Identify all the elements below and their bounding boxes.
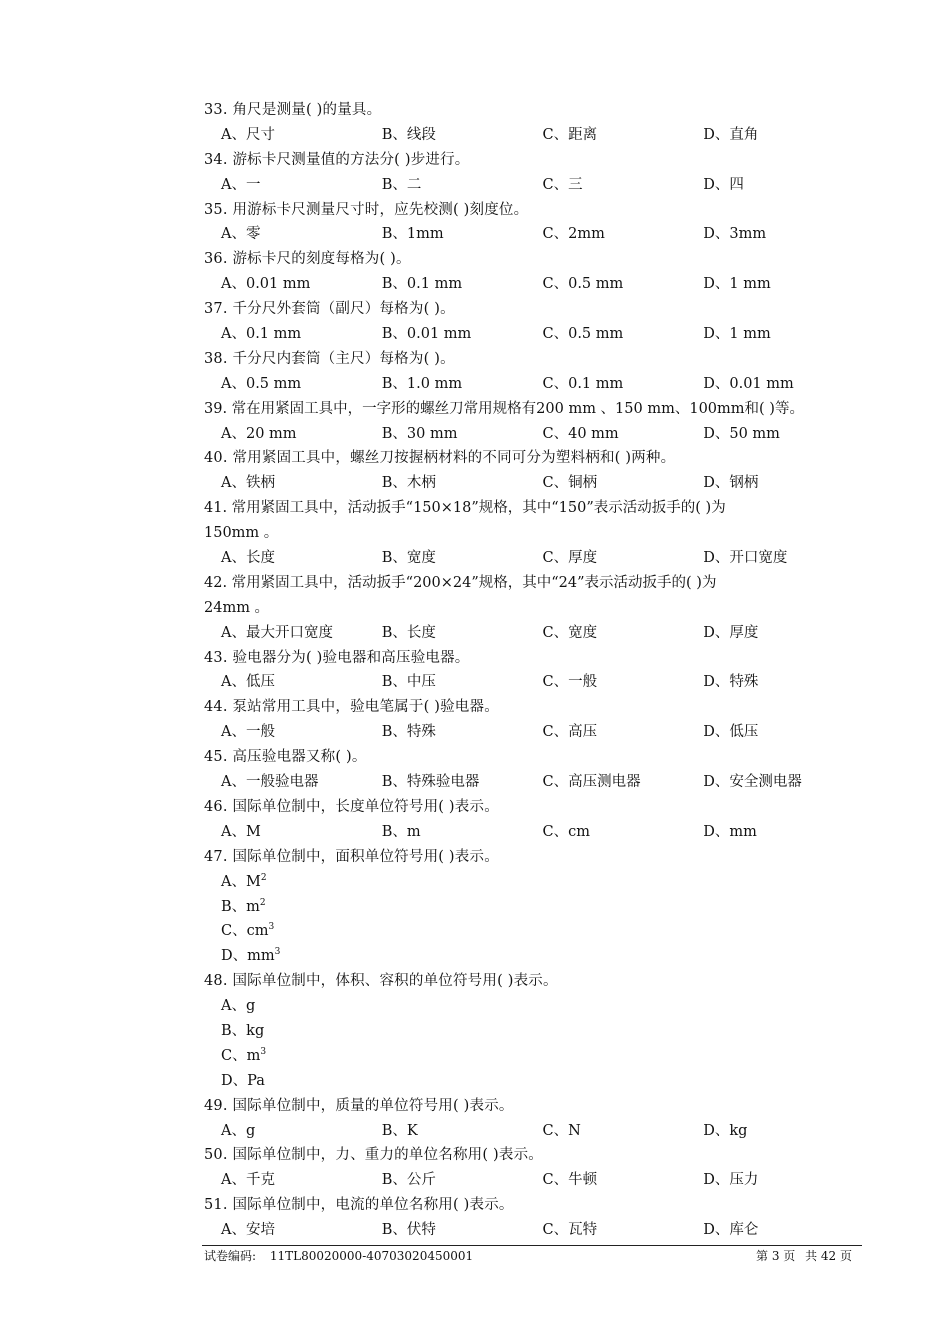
question-42-continued: 24mm 。 (204, 599, 270, 616)
question-list (204, 98, 864, 1243)
option-d: D、压力 (703, 1172, 759, 1189)
option-b: B、0.1 mm (381, 276, 463, 293)
option-a: A、尺寸 (221, 126, 275, 143)
options-38 (204, 372, 864, 397)
options-45 (204, 770, 864, 795)
option-a: A、0.5 mm (221, 375, 302, 392)
option-d: D、Pa (221, 1072, 265, 1089)
question-35: 35. 用游标卡尺测量尺寸时，应先校测( )刻度位。 (204, 201, 529, 218)
option-c: C、距离 (542, 126, 598, 143)
options-42 (204, 621, 864, 646)
options-43 (204, 670, 864, 695)
option-b: B、30 mm (381, 425, 458, 442)
option-a: A、一般验电器 (221, 774, 319, 791)
option-a: A、一般 (221, 724, 275, 741)
option-a: A、M (221, 823, 261, 840)
option-c: C、高压测电器 (542, 774, 641, 791)
option-d: D、3mm (703, 226, 767, 243)
question-37: 37. 千分尺外套筒（副尺）每格为( )。 (204, 301, 455, 318)
option-b: B、长度 (381, 624, 436, 641)
option-c: C、高压 (542, 724, 598, 741)
option-c: C、三 (542, 176, 583, 193)
question-42: 42. 常用紧固工具中，活动扳手“200×24”规格，其中“24”表示活动扳手的( )为 (204, 574, 717, 591)
options-51 (204, 1218, 864, 1243)
options-39 (204, 422, 864, 447)
question-43: 43. 验电器分为( )验电器和高压验电器。 (204, 649, 470, 666)
option-a: A、零 (221, 226, 261, 243)
option-d: D、mm (703, 823, 757, 840)
option-c: C、cm (542, 823, 590, 840)
option-d: D、50 mm (703, 425, 780, 442)
option-c: C、$cm^3$ (221, 922, 275, 940)
options-36 (204, 272, 864, 297)
exam-code-label: 试卷编码: (204, 1249, 257, 1263)
option-b: B、0.01 mm (381, 326, 472, 343)
question-34: 34. 游标卡尺测量值的方法分( )步进行。 (204, 151, 470, 168)
option-c: C、铜柄 (542, 475, 598, 492)
option-a: A、铁柄 (221, 475, 275, 492)
exam-code-value: 11TL80020000-40703020450001 (269, 1249, 474, 1263)
option-b: B、特殊验电器 (381, 774, 480, 791)
option-a: A、一 (221, 176, 261, 193)
option-b: B、1mm (381, 226, 444, 243)
options-35 (204, 222, 864, 247)
option-c: C、0.5 mm (542, 326, 624, 343)
option-a: A、长度 (221, 550, 275, 567)
option-c: C、牛顿 (542, 1172, 598, 1189)
current-page: 第 3 页 (756, 1249, 796, 1263)
option-d: D、0.01 mm (703, 375, 794, 392)
options-44 (204, 720, 864, 745)
option-b: B、$m^2$ (221, 897, 266, 915)
option-a: A、0.01 mm (221, 276, 311, 293)
option-a: A、低压 (221, 674, 275, 691)
option-d: D、特殊 (703, 674, 759, 691)
option-a: A、$M^2$ (221, 872, 267, 890)
question-45: 45. 高压验电器又称( )。 (204, 749, 367, 766)
option-d: D、钢柄 (703, 475, 759, 492)
option-b: B、二 (381, 176, 422, 193)
option-d: D、1 mm (703, 326, 771, 343)
question-47: 47. 国际单位制中，面积单位符号用( )表示。 (204, 848, 499, 865)
option-b: B、伏特 (381, 1222, 436, 1239)
option-a: A、g (221, 998, 256, 1015)
option-c: C、宽度 (542, 624, 598, 641)
page-footer (204, 1247, 852, 1265)
exam-code (204, 1247, 483, 1265)
option-c: C、厚度 (542, 550, 598, 567)
option-d: D、kg (703, 1122, 748, 1139)
option-c: C、40 mm (542, 425, 619, 442)
option-d: D、库仑 (703, 1222, 759, 1239)
option-c: C、0.1 mm (542, 375, 624, 392)
option-b: B、木柄 (381, 475, 436, 492)
option-d: D、开口宽度 (703, 550, 788, 567)
question-44: 44. 泵站常用工具中，验电笔属于( )验电器。 (204, 699, 499, 716)
option-c: C、瓦特 (542, 1222, 598, 1239)
options-50 (204, 1168, 864, 1193)
question-41: 41. 常用紧固工具中，活动扳手“150×18”规格，其中“150”表示活动扳手的( )为 (204, 500, 726, 517)
option-b: B、m (381, 823, 421, 840)
option-b: B、kg (221, 1022, 265, 1039)
option-d: D、直角 (703, 126, 759, 143)
option-d: D、厚度 (703, 624, 759, 641)
option-a: A、最大开口宽度 (221, 624, 333, 641)
option-c: C、2mm (542, 226, 605, 243)
options-46 (204, 820, 864, 845)
option-d: D、$mm^3$ (221, 947, 281, 965)
question-41-continued: 150mm 。 (204, 525, 279, 542)
option-a: A、安培 (221, 1222, 275, 1239)
question-49: 49. 国际单位制中，质量的单位符号用( )表示。 (204, 1097, 514, 1114)
options-33 (204, 123, 864, 148)
question-40: 40. 常用紧固工具中，螺丝刀按握柄材料的不同可分为塑料柄和( )两种。 (204, 450, 676, 467)
options-37 (204, 322, 864, 347)
option-c: C、一般 (542, 674, 598, 691)
option-a: A、20 mm (221, 425, 297, 442)
question-46: 46. 国际单位制中，长度单位符号用( )表示。 (204, 798, 499, 815)
option-b: B、特殊 (381, 724, 436, 741)
options-40 (204, 471, 864, 496)
question-39: 39. 常在用紧固工具中，一字形的螺丝刀常用规格有200 mm 、150 mm、100mm和( )等。 (204, 400, 804, 417)
footer-divider (202, 1245, 862, 1246)
option-b: B、K (381, 1122, 418, 1139)
option-d: D、四 (703, 176, 744, 193)
options-41 (204, 546, 864, 571)
option-a: A、千克 (221, 1172, 275, 1189)
question-48: 48. 国际单位制中，体积、容积的单位符号用( )表示。 (204, 973, 558, 990)
question-33: 33. 角尺是测量( )的量具。 (204, 102, 382, 118)
option-b: B、公斤 (381, 1172, 436, 1189)
question-50: 50. 国际单位制中，力、重力的单位名称用( )表示。 (204, 1147, 543, 1164)
option-a: A、0.1 mm (221, 326, 302, 343)
total-pages: 共 42 页 (805, 1249, 852, 1263)
option-d: D、低压 (703, 724, 759, 741)
question-36: 36. 游标卡尺的刻度每格为( )。 (204, 251, 411, 268)
options-49 (204, 1119, 864, 1144)
options-34 (204, 173, 864, 198)
question-38: 38. 千分尺内套筒（主尺）每格为( )。 (204, 350, 455, 367)
option-c: C、$m^3$ (221, 1047, 267, 1064)
option-d: D、安全测电器 (703, 774, 802, 791)
option-b: B、线段 (381, 126, 436, 143)
option-c: C、0.5 mm (542, 276, 624, 293)
option-c: C、N (542, 1122, 581, 1139)
option-b: B、中压 (381, 674, 436, 691)
option-b: B、宽度 (381, 550, 436, 567)
option-b: B、1.0 mm (381, 375, 463, 392)
question-51: 51. 国际单位制中，电流的单位名称用( )表示。 (204, 1197, 514, 1214)
option-a: A、g (221, 1122, 256, 1139)
page-number (750, 1247, 852, 1265)
option-d: D、1 mm (703, 276, 771, 293)
